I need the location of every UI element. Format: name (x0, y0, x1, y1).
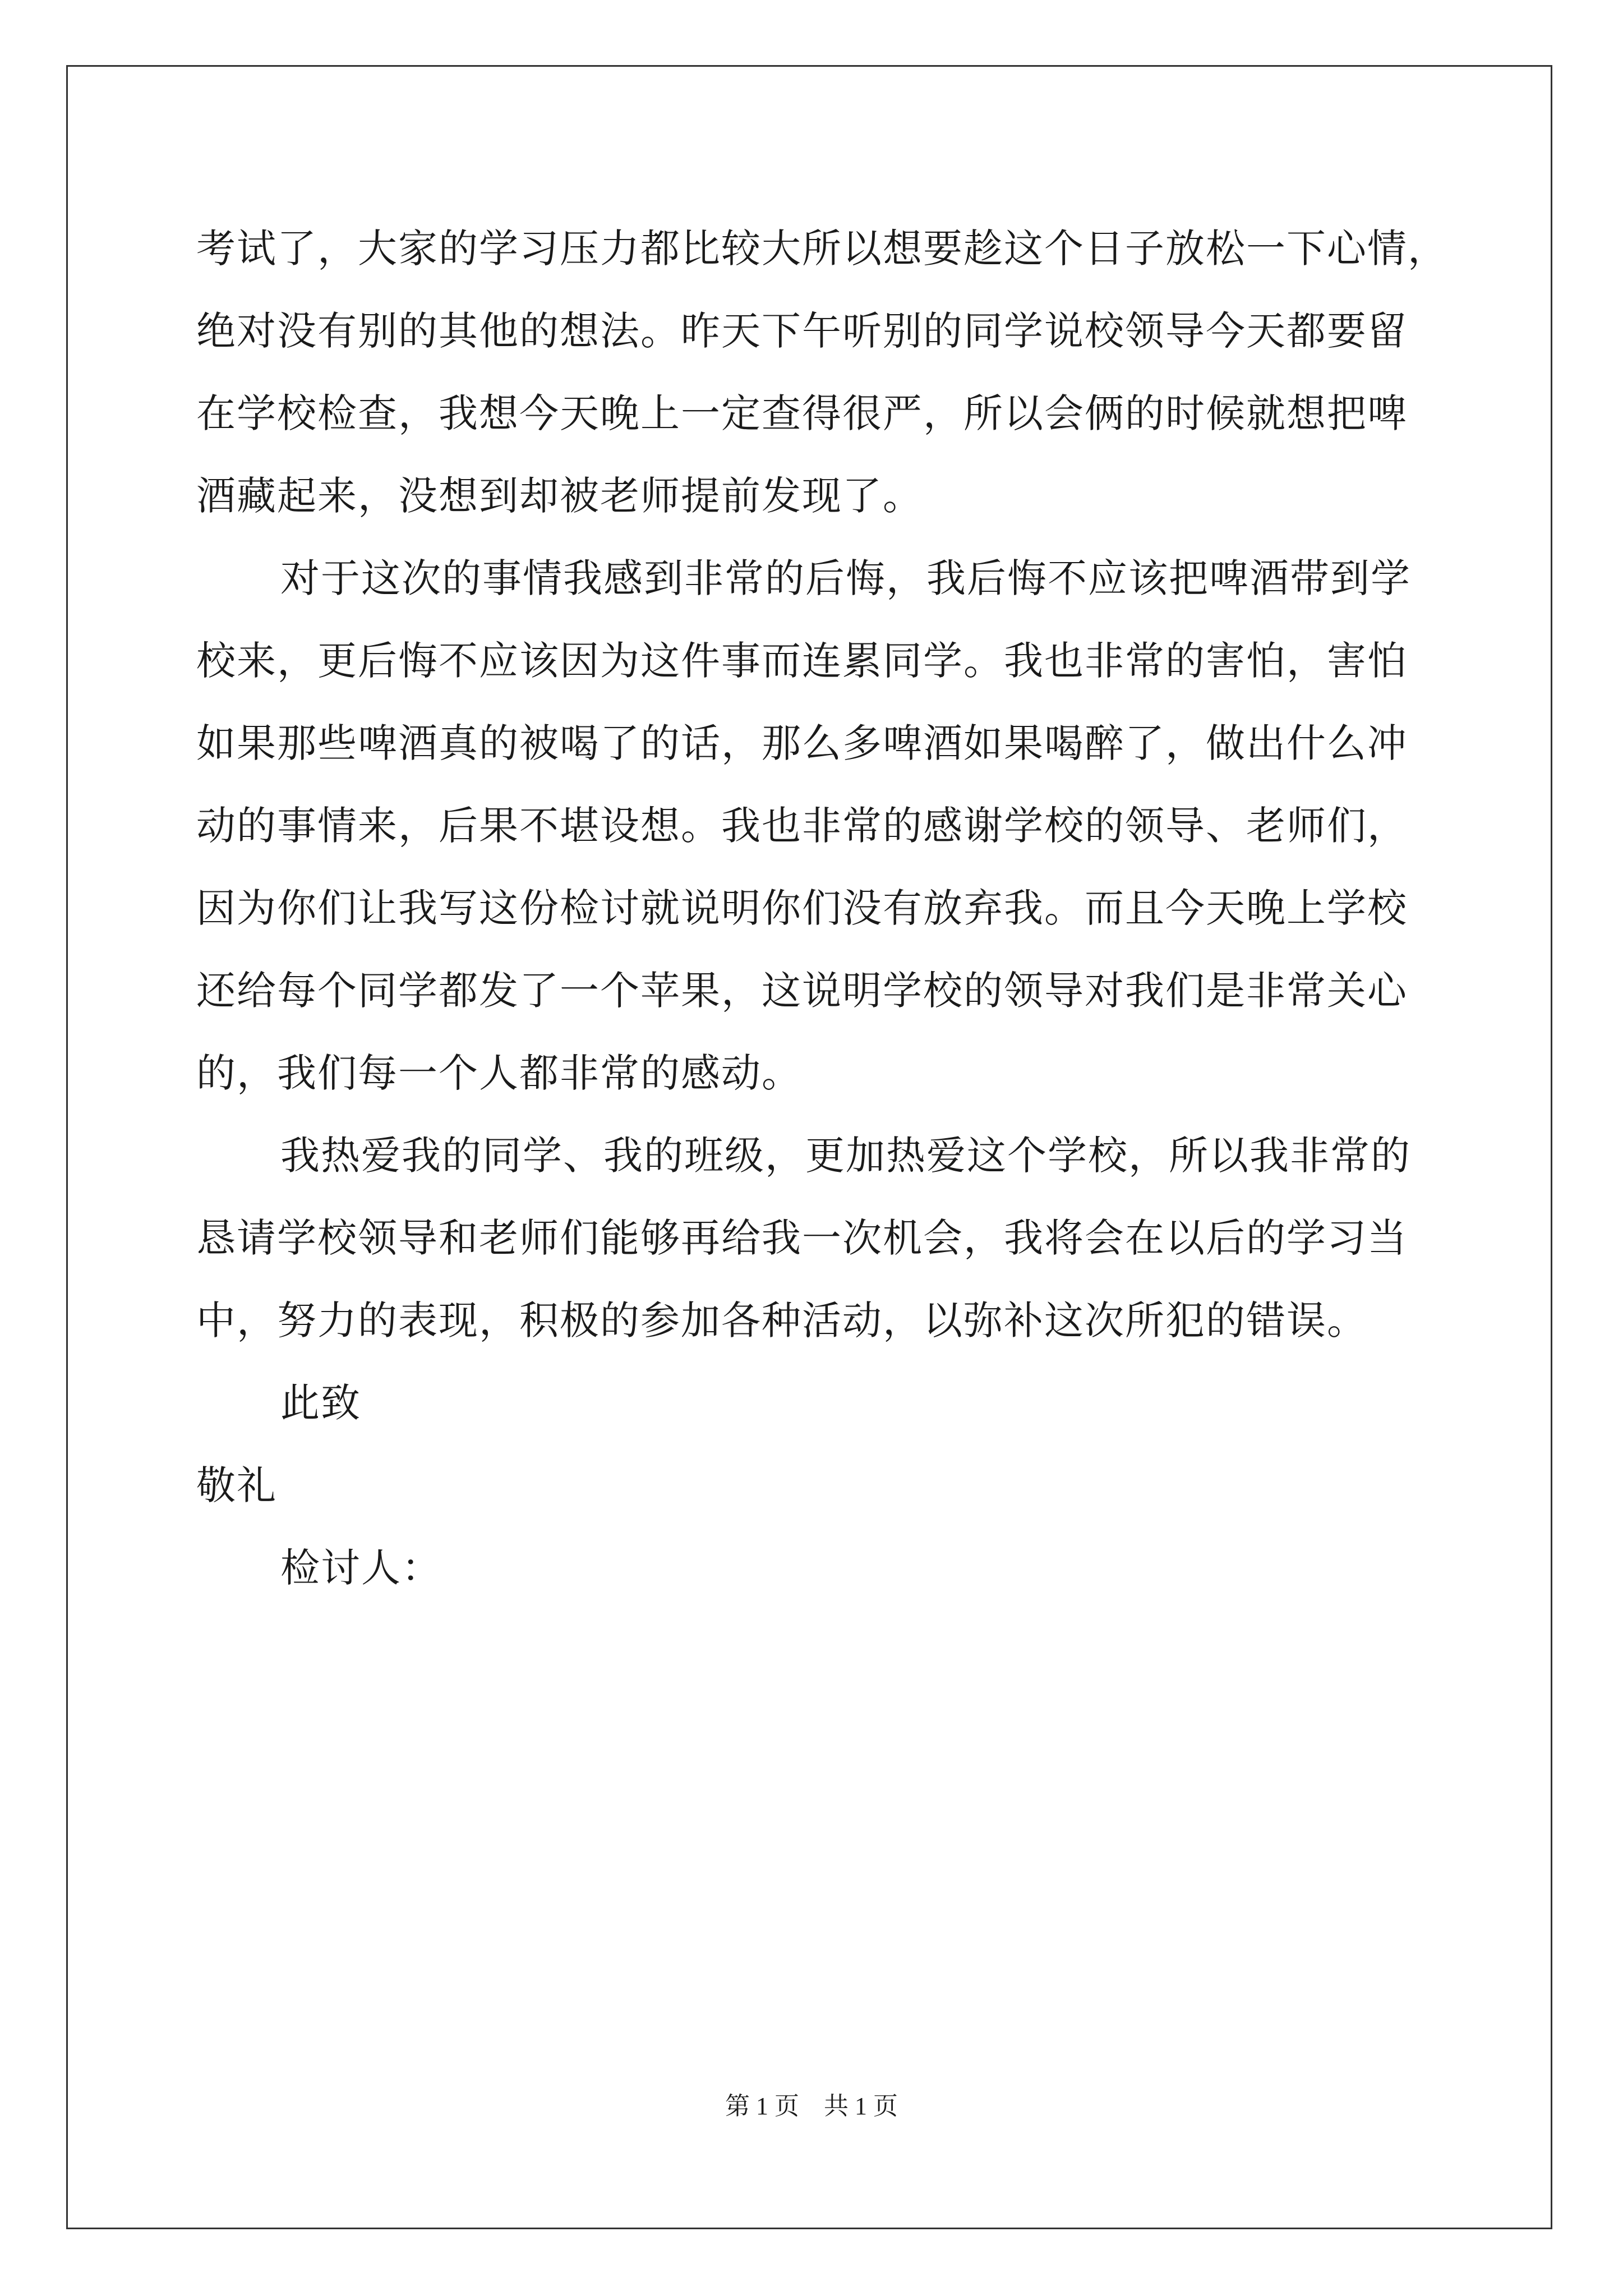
page-number-footer: 第 1 页 共 1 页 (725, 2092, 898, 2120)
paragraph-line: 绝对没有别的其他的想法。昨天下午听别的同学说校领导今天都要留 (196, 308, 1408, 354)
paragraph-line: 动的事情来，后果不堪设想。我也非常的感谢学校的领导、老师们， (196, 803, 1408, 849)
paragraph-line: 的，我们每一个人都非常的感动。 (196, 1050, 802, 1096)
paragraph-line: 还给每个同学都发了一个苹果，这说明学校的领导对我们是非常关心 (196, 968, 1408, 1014)
signature-label: 检讨人： (280, 1545, 442, 1591)
paragraph-line: 对于这次的事情我感到非常的后悔，我后悔不应该把啤酒带到学 (280, 555, 1411, 601)
document-body (196, 208, 1448, 1609)
salutation: 敬礼 (196, 1462, 277, 1508)
closing-phrase: 此致 (280, 1380, 361, 1426)
paragraph-line: 校来，更后悔不应该因为这件事而连累同学。我也非常的害怕，害怕 (196, 638, 1408, 684)
paragraph-line: 恳请学校领导和老师们能够再给我一次机会，我将会在以后的学习当 (196, 1215, 1408, 1261)
paragraph-line: 中，努力的表现，积极的参加各种活动，以弥补这次所犯的错误。 (196, 1297, 1367, 1343)
paragraph-line: 考试了，大家的学习压力都比较大所以想要趁这个日子放松一下心情， (196, 226, 1448, 272)
paragraph-line: 在学校检查，我想今天晚上一定查得很严，所以会俩的时候就想把啤 (196, 390, 1408, 436)
paragraph-line: 如果那些啤酒真的被喝了的话，那么多啤酒如果喝醉了，做出什么冲 (196, 720, 1408, 766)
paragraph-line: 因为你们让我写这份检讨就说明你们没有放弃我。而且今天晚上学校 (196, 885, 1408, 931)
paragraph-line: 酒藏起来，没想到却被老师提前发现了。 (196, 473, 923, 519)
paragraph-line: 我热爱我的同学、我的班级，更加热爱这个学校，所以我非常的 (280, 1133, 1411, 1179)
